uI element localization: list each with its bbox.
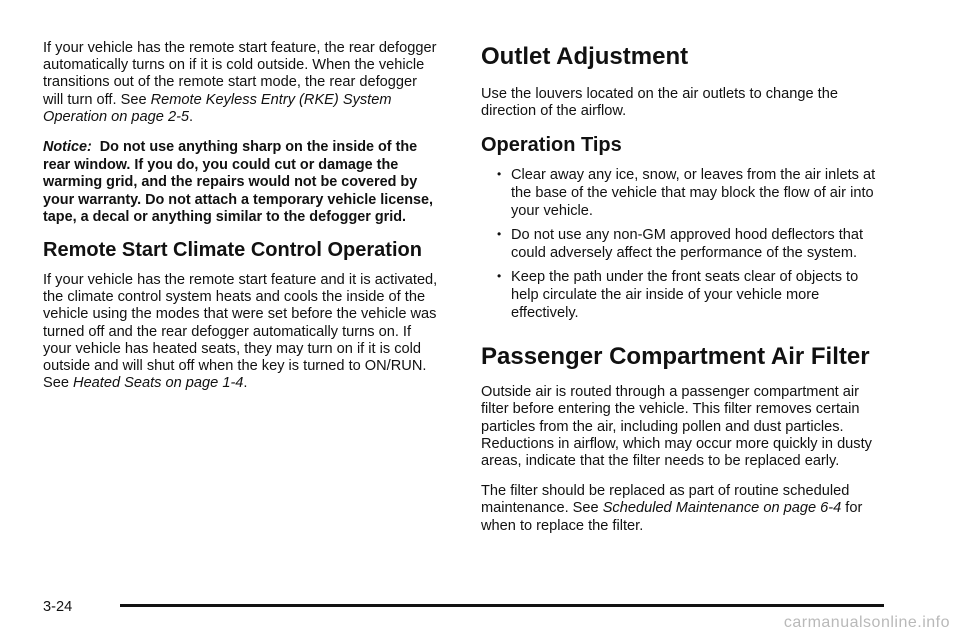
- operation-tips-list: [481, 167, 881, 322]
- left-column: [43, 40, 438, 405]
- bullet-icon: •: [497, 227, 502, 242]
- remote-start-climate-heading: Remote Start Climate Control Operation: [43, 238, 422, 261]
- rke-page-reference-link[interactable]: Remote Keyless Entry (RKE) System Operation on page 2-5: [43, 91, 392, 125]
- page-number: 3-24: [43, 599, 73, 615]
- bullet-icon: •: [497, 167, 502, 182]
- outlet-adjustment-paragraph: Use the louvers located on the air outlets to change the direction of the airflow.: [481, 86, 838, 120]
- outlet-adjustment-heading: Outlet Adjustment: [481, 43, 689, 70]
- operation-tips-heading: Operation Tips: [481, 134, 622, 157]
- remote-start-paragraph: [43, 272, 438, 392]
- rear-defogger-paragraph: [43, 40, 438, 126]
- notice-text: Do not use anything sharp on the inside of the rear window. If you do, you could cut or damage the warming grid, and the repairs would not be covered by your warranty. Do not attach a temporary vehicle license, tape, a decal or anything similar to the defogger grid.: [43, 139, 434, 226]
- air-filter-paragraph: Outside air is routed through a passenger compartment air filter before entering the vehicle. This filter removes certain particles from the air, including pollen and dust particles. Reductions in airflow, which may occur more quickly in dusty areas, indicate that the filter needs to be replaced early.: [481, 384, 872, 469]
- paragraph-text: If your vehicle has the remote start feature and it is activated, the climate control system heats and cools the inside of the vehicle using the modes that were set before the vehicle was turned off and the rear defogger automatically turns on. If your vehicle has heated seats, they may turn on if it is cold outside and will shut off when the key is turned to ON/RUN. See: [43, 271, 438, 392]
- paragraph-text: If your vehicle has the remote start feature, the rear defogger automatically turns on if it is cold outside. When the vehicle transitions out of the remote start mode, the rear defogger will turn off. See: [43, 40, 437, 108]
- bullet-icon: •: [497, 269, 502, 284]
- paragraph-end: .: [243, 375, 248, 392]
- right-column: [481, 40, 881, 548]
- watermark: carmanualsonline.info: [783, 614, 950, 631]
- footer-divider: [120, 604, 884, 607]
- notice-label: Notice:: [43, 139, 92, 156]
- scheduled-maintenance-reference-link[interactable]: Scheduled Maintenance on page 6-4: [602, 500, 842, 517]
- heated-seats-reference-link[interactable]: Heated Seats on page 1-4: [73, 375, 244, 392]
- paragraph-end: .: [189, 108, 194, 125]
- air-filter-heading: Passenger Compartment Air Filter: [481, 343, 870, 371]
- notice-block: [43, 139, 438, 227]
- list-item-text: Keep the path under the front seats clear of objects to help circulate the air inside of your vehicle more effectively.: [511, 269, 859, 321]
- list-item-text: Do not use any non-GM approved hood deflectors that could adversely affect the performance of the system.: [511, 227, 864, 261]
- list-item: [481, 167, 881, 220]
- filter-replacement-paragraph: [481, 483, 881, 535]
- list-item: [481, 227, 881, 262]
- paragraph-text: The filter should be replaced as part of routine scheduled maintenance. See: [481, 483, 850, 517]
- list-item: [481, 269, 881, 322]
- list-item-text: Clear away any ice, snow, or leaves from the air inlets at the base of the vehicle that may block the flow of air into your vehicle.: [511, 167, 876, 219]
- paragraph-end: for when to replace the filter.: [481, 500, 863, 534]
